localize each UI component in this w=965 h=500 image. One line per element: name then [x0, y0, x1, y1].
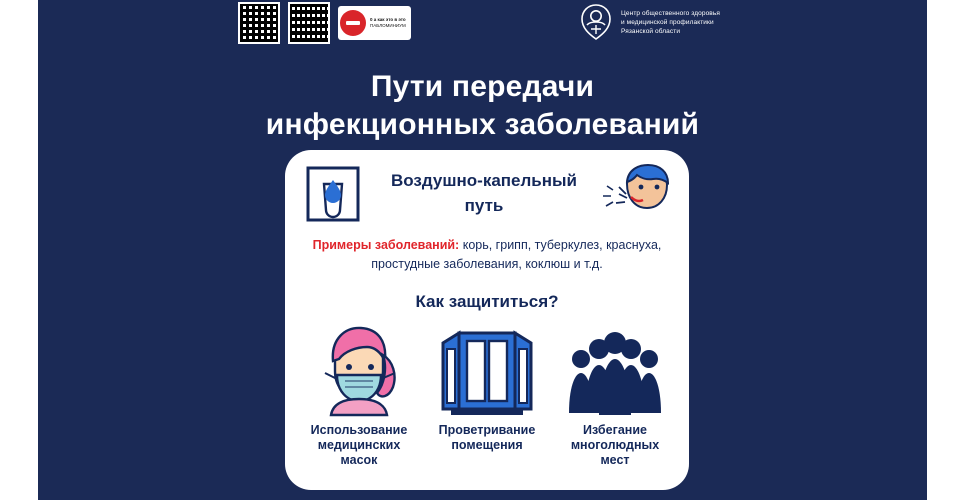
- measure-avoid-crowds-line1: Избегание: [583, 423, 647, 437]
- water-droplet-glass-icon: [306, 166, 360, 222]
- measure-ventilation-line2: помещения: [451, 438, 523, 452]
- examples-label: Примеры заболеваний:: [312, 238, 460, 252]
- measure-ventilation: [427, 325, 547, 468]
- measure-masks-line3: масок: [340, 453, 378, 467]
- measure-avoid-crowds-line3: мест: [600, 453, 630, 467]
- open-window-icon: [427, 325, 547, 417]
- poster-title-line1: Пути передачи: [370, 70, 595, 103]
- examples-text: корь, грипп, туберкулез, краснуха, простудные заболевания, коклюш и т.д.: [371, 238, 662, 271]
- age-rating-badge: [338, 6, 411, 40]
- measure-avoid-crowds-caption: [555, 423, 675, 468]
- age-badge-line2: ПАБЛОМИНИУМ: [370, 23, 406, 28]
- poster-title: [0, 68, 965, 144]
- measure-masks: [299, 325, 419, 468]
- route-title: [369, 168, 599, 218]
- qr-code-1-icon[interactable]: [238, 2, 280, 44]
- protection-measures: [299, 325, 675, 468]
- no-entry-icon: [340, 10, 366, 36]
- organization-name: [621, 9, 720, 36]
- disease-examples: [303, 236, 671, 274]
- howto-title: Как защититься?: [415, 292, 559, 311]
- organization-logo: [578, 3, 720, 41]
- route-title-line1: Воздушно-капельный: [391, 171, 577, 190]
- measure-ventilation-caption: [427, 423, 547, 453]
- transmission-route-card: [285, 150, 689, 490]
- organization-line1: Центр общественного здоровья: [621, 9, 720, 17]
- card-header: [285, 150, 689, 222]
- measure-avoid-crowds-line2: многолюдных: [570, 438, 660, 452]
- qr-code-2-icon[interactable]: [288, 2, 330, 44]
- measure-ventilation-line1: Проветривание: [438, 423, 536, 437]
- coughing-person-icon: [597, 164, 675, 226]
- organization-line3: Рязанской области: [621, 27, 681, 35]
- health-center-logo-icon: [578, 3, 614, 41]
- age-badge-line1: 0 а как это в это: [370, 17, 406, 22]
- measure-avoid-crowds: [555, 325, 675, 468]
- measure-masks-line2: медицинских: [317, 438, 401, 452]
- age-badge-text: [370, 17, 406, 29]
- crowd-icon: [555, 325, 675, 417]
- measure-masks-line1: Использование: [310, 423, 408, 437]
- poster-title-line2: инфекционных заболеваний: [265, 108, 700, 141]
- organization-line2: и медицинской профилактики: [621, 18, 714, 26]
- masked-girl-icon: [299, 325, 419, 417]
- top-code-strip: [238, 2, 411, 44]
- measure-masks-caption: [299, 423, 419, 468]
- route-title-line2: путь: [464, 196, 504, 215]
